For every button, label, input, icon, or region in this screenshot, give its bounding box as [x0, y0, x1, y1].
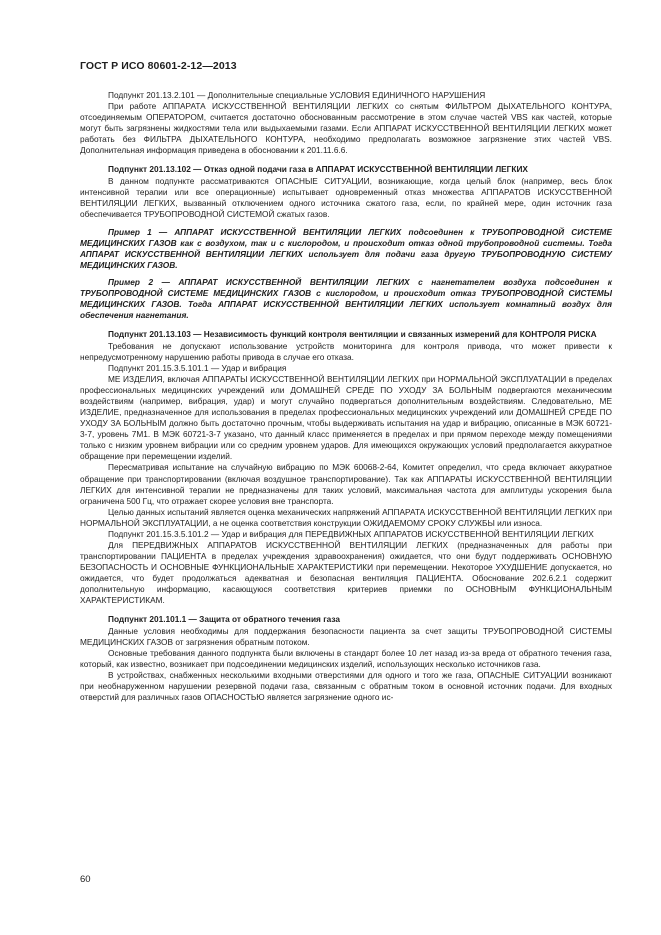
paragraph: Для ПЕРЕДВИЖНЫХ АППАРАТОВ ИСКУССТВЕННОЙ ВЕНТИЛЯЦИИ ЛЕГКИХ (предназначенных для работы при транспортировании ПАЦИЕНТА в пределах учреждения здравоохранения) ожидается, что они будут поддерживать ОСНОВНУЮ БЕЗОПАСНОСТЬ И ОСНОВНЫЕ ФУНКЦИОНАЛЬНЫЕ ХАРАКТЕРИСТИКИ при перемещении. Некоторое УХУДШЕНИЕ допускается, но ожидается, что будет продолжаться адекватная и безопасная вентиляция ПАЦИЕНТА. Обоснование 202.6.2.1 содержит дополнительную информацию, касающуюся соответствия критериев приемки по ОСНОВНЫМ ФУНКЦИОНАЛЬНЫМ ХАРАКТЕРИСТИКАМ. — [80, 539, 612, 606]
paragraph: Основные требования данного подпункта были включены в стандарт более 10 лет назад из-за вреда от обратного течения газа, который, как известно, возникает при подсоединении медицинских изделий, использующих несколько источников газа. — [80, 648, 612, 670]
paragraph: В устройствах, снабженных несколькими входными отверстиями для одного и того же газа, ОПАСНЫЕ СИТУАЦИИ возникают при необнаруженном нарушении резервной подачи газа, связанным с обратным током в основной источник подачи. Для входных отверстий для различных газов ОПАСНОСТЬЮ является загрязнение одного ис- — [80, 670, 612, 703]
document-body — [80, 90, 612, 703]
subclause-line: Подпункт 201.15.3.5.101.2 — Удар и вибрация для ПЕРЕДВИЖНЫХ АППАРАТОВ ИСКУССТВЕННОЙ ВЕНТИЛЯЦИИ ЛЕГКИХ — [108, 528, 594, 539]
paragraph: В данном подпункте рассматриваются ОПАСНЫЕ СИТУАЦИИ, возникающие, когда целый блок (например, весь блок интенсивной терапии или все операционные) испытывает одновременный отказ множества АППАРАТОВ ИСКУССТВЕННОЙ ВЕНТИЛЯЦИИ ЛЕГКИХ, вызванный отключением одного источника сжатого газа, если, по крайней мере, один источник газа обеспечивается ТРУБОПРОВОДНОЙ СИСТЕМОЙ сжатых газов. — [80, 176, 612, 220]
document-header: ГОСТ Р ИСО 80601-2-12—2013 — [80, 60, 237, 72]
paragraph: Данные условия необходимы для поддержания безопасности пациента за счет защиты ТРУБОПРОВОДНОЙ СИСТЕМЫ МЕДИЦИНСКИХ ГАЗОВ от загрязнения обратным потоком. — [80, 626, 612, 648]
section-heading: Подпункт 201.13.102 — Отказ одной подачи газа в АППАРАТ ИСКУССТВЕННОЙ ВЕНТИЛЯЦИИ ЛЕГКИХ — [108, 164, 528, 175]
paragraph: При работе АППАРАТА ИСКУССТВЕННОЙ ВЕНТИЛЯЦИИ ЛЕГКИХ со снятым ФИЛЬТРОМ ДЫХАТЕЛЬНОГО КОНТУРА, отсоединяемым ОПЕРАТОРОМ, считается достаточно обоснованным рассмотрение в этом случае частей VBS как частей, которые могут быть загрязнены жидкостями тела или выдыхаемыми газами. Если АППАРАТ ИСКУССТВЕННОЙ ВЕНТИЛЯЦИИ ЛЕГКИХ может работать без ФИЛЬТРА ДЫХАТЕЛЬНОГО КОНТУРА, необходимо предполагать возможное загрязнение этих частей VBS. Дополнительная информация приведена в обосновании к 201.11.6.6. — [80, 101, 612, 156]
paragraph: Требования не допускают использование устройств мониторинга для контроля привода, что может привести к непредусмотренному нарушению работы привода в случае его отказа. — [80, 340, 612, 362]
section-heading: Подпункт 201.13.103 — Независимость функций контроля вентиляции и связанных измерений для КОНТРОЛЯ РИСКА — [108, 328, 597, 339]
subclause-line: Подпункт 201.15.3.5.101.1 — Удар и вибрация — [108, 363, 287, 374]
paragraph: Целью данных испытаний является оценка механических напряжений АППАРАТА ИСКУССТВЕННОЙ ВЕНТИЛЯЦИИ ЛЕГКИХ при НОРМАЛЬНОЙ ЭКСПЛУАТАЦИИ, а не оценка соответствия конструкции ОЖИДАЕМОМУ СРОКУ СЛУЖБЫ или износа. — [80, 506, 612, 528]
example-paragraph: Пример 2 — АППАРАТ ИСКУССТВЕННОЙ ВЕНТИЛЯЦИИ ЛЕГКИХ с нагнетателем воздуха подсоединен к ТРУБОПРОВОДНОЙ СИСТЕМЕ МЕДИЦИНСКИХ ГАЗОВ с кислородом, и происходит отказ ТРУБОПРОВОДНОЙ СИСТЕМЫ МЕДИЦИНСКИХ ГАЗОВ. Тогда АППАРАТ ИСКУССТВЕННОЙ ВЕНТИЛЯЦИИ ЛЕГКИХ использует комнатный воздух для обеспечения нагнетания. — [80, 276, 612, 320]
section-heading: Подпункт 201.101.1 — Защита от обратного течения газа — [108, 614, 340, 625]
paragraph: МЕ ИЗДЕЛИЯ, включая АППАРАТЫ ИСКУССТВЕННОЙ ВЕНТИЛЯЦИИ ЛЕГКИХ при НОРМАЛЬНОЙ ЭКСПЛУАТАЦИИ в пределах профессиональных медицинских учреждений или ДОМАШНЕЙ СРЕДЕ ПО УХОДУ ЗА БОЛЬНЫМ подвергаются механическим воздействиям (например, вибрация, удар) и могут случайно подвергаться дополнительным воздействиям. Следовательно, МЕ ИЗДЕЛИЕ, предназначенное для использования в пределах профессиональных медицинских учреждений или ДОМАШНЕЙ СРЕДЕ ПО УХОДУ ЗА БОЛЬНЫМ должно быть достаточно прочным, чтобы выдерживать испытания на удар и вибрацию, описанные в МЭК 60721-3-7, уровень 7М1. В МЭК 60721-3-7 указано, что данный класс применяется в пределах и при прямом переходе между помещениями только с низким уровнем вибрации или со средним уровнем ударов. Для имеющихся окружающих условий предполагается аккуратное обращение при перемещении изделий. — [80, 374, 612, 462]
paragraph: Пересматривая испытание на случайную вибрацию по МЭК 60068-2-64, Комитет определил, что среда включает аккуратное обращение при транспортировании (включая воздушное транспортирование). Так как АППАРАТЫ ИСКУССТВЕННОЙ ВЕНТИЛЯЦИИ ЛЕГКИХ для интенсивной терапии не предназначены для таких условий, максимальная частота для амплитуды ускорения была ограничена 500 Гц, что отражает скорее условия вне транспорта. — [80, 462, 612, 506]
subclause-line: Подпункт 201.13.2.101 — Дополнительные специальные УСЛОВИЯ ЕДИНИЧНОГО НАРУШЕНИЯ — [108, 90, 486, 100]
example-paragraph: Пример 1 — АППАРАТ ИСКУССТВЕННОЙ ВЕНТИЛЯЦИИ ЛЕГКИХ подсоединен к ТРУБОПРОВОДНОЙ СИСТЕМЕ МЕДИЦИНСКИХ ГАЗОВ как с воздухом, так и с кислородом, и происходит отказ одной трубопроводной системы. Тогда АППАРАТ ИСКУССТВЕННОЙ ВЕНТИЛЯЦИИ ЛЕГКИХ использует для подачи газа другую ТРУБОПРОВОДНУЮ СИСТЕМУ МЕДИЦИНСКИХ ГАЗОВ. — [80, 226, 612, 270]
page-number: 60 — [80, 874, 91, 885]
